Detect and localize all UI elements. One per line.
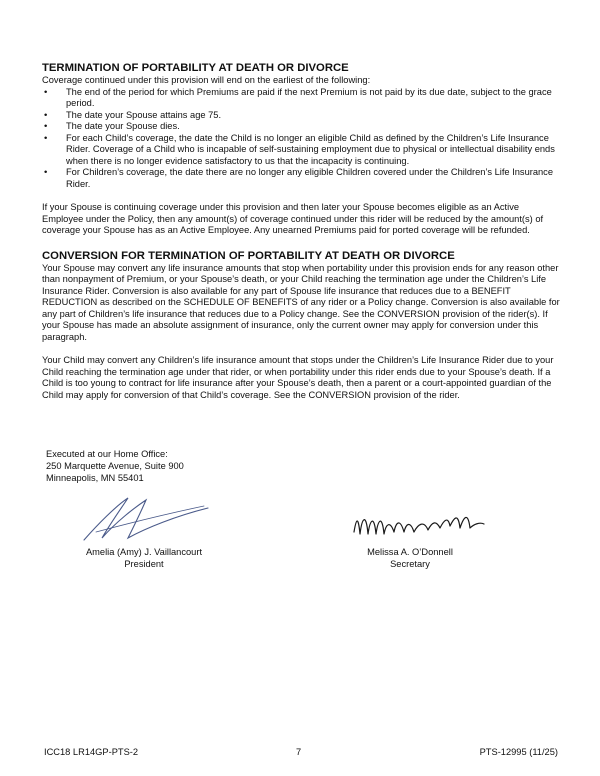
section-heading-termination: TERMINATION OF PORTABILITY AT DEATH OR DIVORCE — [42, 62, 349, 74]
footer-form-id: ICC18 LR14GP-PTS-2 — [44, 747, 139, 757]
spouse-coverage-paragraph: If your Spouse is continuing coverage under this provision and then later your Spouse becomes eligible as an Active Employee under the Policy, then any amount(s) of coverage continued under this rider will be reduced by the amount(s) of coverage your Spouse has as an Active Employee. Any unearned Premiums paid for ported coverage will be refunded. — [42, 202, 544, 235]
bullet-item: • The date your Spouse attains age 75. — [42, 110, 562, 122]
main-content — [42, 62, 562, 401]
footer-document-code: PTS-12995 (11/25) — [479, 747, 558, 757]
bullet-item: • The end of the period for which Premiums are paid if the next Premium is not paid by its due date, subject to the grace period. — [42, 87, 562, 110]
termination-bullet-list — [42, 87, 562, 191]
city-line: Minneapolis, MN 55401 — [46, 473, 144, 483]
secretary-name: Melissa A. O’Donnell — [367, 547, 453, 557]
conversion-paragraph-spouse: Your Spouse may convert any life insurance amounts that stop when portability under this provision ends for any reason other than nonpayment of Premium, or your Spouse’s death, or your Child reaching the termination age under the Children’s Life Insurance Rider. Conversion is also available for any part of Spouse life insurance that reduces due to a BENEFIT REDUCTION as described on the SCHEDULE OF BENEFITS of any rider or a Policy change. Conversion is also available for any part of Children’s life insurance that reduces due to a Policy change. See the CONVERSION provision of the rider(s). If your Spouse has made an absolute assignment of insurance, only the current owner may apply for conversion under this paragraph. — [42, 262, 560, 342]
secretary-title: Secretary — [390, 559, 430, 569]
conversion-paragraph-child: Your Child may convert any Children’s life insurance amount that stops under the Children’s Life Insurance Rider due to your Child reaching the termination age under that rider, or when portability under this rider ends due to your Spouse’s death. If a Child is too young to contract for life insurance after your Spouse’s death, then a parent or a court-appointed guardian of the Child may apply for conversion of that Child’s coverage. See the CONVERSION provision of the rider. — [42, 355, 554, 400]
execution-label: Executed at our Home Office: — [46, 449, 168, 459]
execution-block — [46, 448, 184, 484]
footer-page-number: 7 — [296, 747, 302, 757]
bullet-item: • For Children’s coverage, the date there are no longer any eligible Children covered under the Children’s Life Insurance Rider. — [42, 167, 562, 190]
address-line: 250 Marquette Avenue, Suite 900 — [46, 461, 184, 471]
section-intro: Coverage continued under this provision will end on the earliest of the following: — [42, 75, 371, 85]
bullet-item: • For each Child’s coverage, the date the Child is no longer an eligible Child as defined by the Children’s Life Insurance Rider. Coverage of a Child who is incapable of self-sustaining employment due to physical or intellectual disability ends when there is no longer evidence satisfactory to us that the incapacity is continuing. — [42, 133, 562, 168]
president-name: Amelia (Amy) J. Vaillancourt — [85, 547, 203, 557]
bullet-item: • The date your Spouse dies. — [42, 121, 562, 133]
section-heading-conversion: CONVERSION FOR TERMINATION OF PORTABILITY AT DEATH OR DIVORCE — [42, 249, 455, 262]
signature-president — [76, 494, 216, 546]
president-signature-block — [64, 546, 224, 570]
president-title: President — [124, 559, 164, 569]
secretary-signature-block — [330, 546, 490, 570]
signature-secretary — [350, 506, 490, 542]
